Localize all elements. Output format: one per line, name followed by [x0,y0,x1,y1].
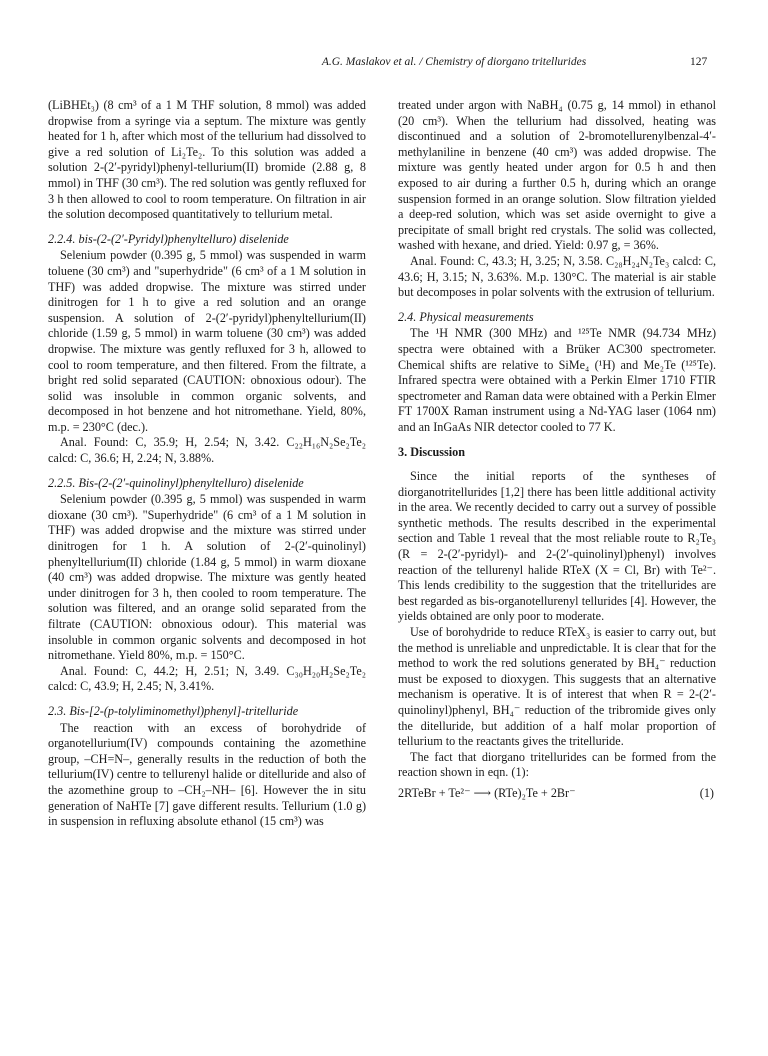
page-number: 127 [690,56,708,68]
discussion-paragraph-2: Use of borohydride to reduce RTeX₃ is easier to carry out, but the method is unreliable and unpredictable. It is clear that for the method to work the red solutions generated by BH₄⁻ reduction must be exposed to dioxygen. This suggests that an alternative mechanism is operative. It is of interest that when R = 2-(2′-quinolinyl)phenyl, BH₄⁻ reduction of the tribromide gives only the ditelluride, but addition of a half molar proportion of tellurium to the reactants gives the tritelluride. [398,625,716,749]
left-column [48,98,366,830]
section-body-2-2-5: Selenium powder (0.395 g, 5 mmol) was suspended in warm dioxane (30 cm³). "Superhydride" (6 cm³ of a 1 M solution in THF) was added dropwise and the mixture was stirred under dinitrogen for 1 h. A solution of 2-(2′-quinolinyl) phenyltellurium(II) chloride (1.84 g, 5 mmol) in warm dioxane (40 cm³) was added dropwise. The mixture was gently heated under dinitrogen for 3 h, then cooled to room temperature. The solution was filtered, and an orange solid separated from the filtrate (CAUTION: obnoxious odour). This material was insoluble in common organic solvents and decomposed in hot nitromethane. Yield 80%, m.p. = 150°C. [48,492,366,663]
section-body-2-3: The reaction with an excess of borohydride of organotellurium(IV) compounds containing the azomethine group, –CH=N–, generally results in the reduction of both the tellurium(IV) centre to tellurenyl halide or ditelluride and also of the azomethine group to –CH₂–NH– [6]. However the in situ generation of NaHTe [7] gave different results. Tellurium (1.0 g) in suspension in refluxing absolute ethanol (15 cm³) was [48,720,366,829]
section-body-2-2-4: Selenium powder (0.395 g, 5 mmol) was suspended in warm toluene (30 cm³) and "superhydride" (6 cm³ of a 1 M solution in THF) was added dropwise. The mixture was stirred under dinitrogen for 1 h to give a red solution and an orange suspension. A solution of 2-(2′-pyridyl)phenyltellurium(II) chloride (1.59 g, 5 mmol) in warm toluene (30 cm³) was added dropwise. The mixture was gently refluxed for 3 h, allowed to cool to room temperature, and then filtered. From the filtrate, a bright red solid separated (CAUTION: obnoxious odour). The solid was insoluble in common organic solvents, and decomposed in hot benzene and hot nitromethane. Yield, 80%, m.p. = 230°C (dec.). [48,248,366,434]
section-heading-2-3: 2.3. Bis-[2-(p-tolyliminomethyl)phenyl]-tritelluride [48,703,299,718]
equation-number: (1) [699,785,714,800]
discussion-paragraph-1: Since the initial reports of the syntheses of diorganotritellurides [1,2] there has been little additional activity in the area. We recently decided to carry out a survey of possible synthetic methods. The results described in the experimental section and Table 1 reveal that the most reliable route to R₂Te₃ (R = 2-(2′-pyridyl)- and 2-(2′-quinolinyl)phenyl) involves reaction of the tellurenyl halide RTeX (X = Cl, Br) with Te²⁻. This lends credibility to the suggestion that the tritellurides are best regarded as bis-organotellurenyl tellurides [4]. However, the yields obtained are only poor to moderate. [398,469,716,624]
equation-1 [398,786,716,802]
analysis-2-2-4: Anal. Found: C, 35.9; H, 2.54; N, 3.42. C₂₂H₁₆N₂Se₂Te₂ calcd: C, 36.6; H, 2.24; N, 3.88%. [48,435,366,466]
analysis-2-2-5: Anal. Found: C, 44.2; H, 2.51; N, 3.49. C₃₀H₂₀H₂Se₂Te₂ calcd: C, 43.9; H, 2.45; N, 3.41%. [48,663,366,694]
intro-paragraph: (LiBHEt₃) (8 cm³ of a 1 M THF solution, 8 mmol) was added dropwise from a syringe via a septum. The mixture was gently heated for 1 h, after which most of the tellurium had dissolved to give a red solution of Li₂Te₂. To this solution was added a solution 2-(2′-pyridyl)phenyl-tellurium(II) bromide (2.88 g, 8 mmol) in THF (30 cm³). The red solution was gently refluxed for 3 h then allowed to cool to room temperature. On filtration in air the solution decomposed quantitatively to tellurium metal. [48,98,366,222]
equation-text: 2RTeBr + Te²⁻ ⟶ (RTe)₂Te + 2Br⁻ [398,785,576,800]
section-heading-2-4: 2.4. Physical measurements [398,309,534,324]
running-head: A.G. Maslakov et al. / Chemistry of diorgano tritellurides [321,56,587,68]
section-heading-2-2-5: 2.2.5. Bis-(2-(2′-quinolinyl)phenyltelluro) diselenide [48,475,304,490]
section-heading-2-2-4: 2.2.4. bis-(2-(2′-Pyridyl)phenyltelluro) diselenide [48,231,289,246]
section-body-2-4: The ¹H NMR (300 MHz) and ¹²⁵Te NMR (94.734 MHz) spectra were obtained with a Brüker AC300 spectrometer. Chemical shifts are relative to SiMe₄ (¹H) and Me₂Te (¹²⁵Te). Infrared spectra were obtained with a Perkin Elmer 1710 FTIR spectrometer and Raman data were obtained with a Perkin Elmer FT 1700X Raman instrument using a Nd-YAG laser (1064 nm) and an InGaAs NIR detector cooled to 77 K. [398,326,716,434]
analysis-2-3: Anal. Found: C, 43.3; H, 3.25; N, 3.58. C₂₈H₂₄N₂Te₃ calcd: C, 43.6; H, 3.15; N, 3.63%. M.p. 130°C. The material is air stable but decomposes in polar solvents with the extrusion of tellurium. [398,253,716,300]
continuation-paragraph: treated under argon with NaBH₄ (0.75 g, 14 mmol) in ethanol (20 cm³). When the tellurium had dissolved, heating was discontinued and a solution of 2-bromotellurenylbenzal-4′-methylaniline in benzene (40 cm³) was added dropwise. The mixture was gently heated under argon for 0.5 h and then exposed to air during a further 0.5 h, during which an orange suspension formed in an orange solution. Slow filtration yielded a deep-red solution, which was set aside overnight to give a precipitate of small bright red crystals. The solid was collected, washed with hexane, and dried. Yield: 0.97 g, = 36%. [398,98,716,253]
page-header [0,56,768,76]
discussion-paragraph-3: The fact that diorgano tritellurides can be formed from the reaction shown in eqn. (1): [398,749,716,780]
section-heading-3: 3. Discussion [398,445,466,460]
right-column [398,98,716,802]
